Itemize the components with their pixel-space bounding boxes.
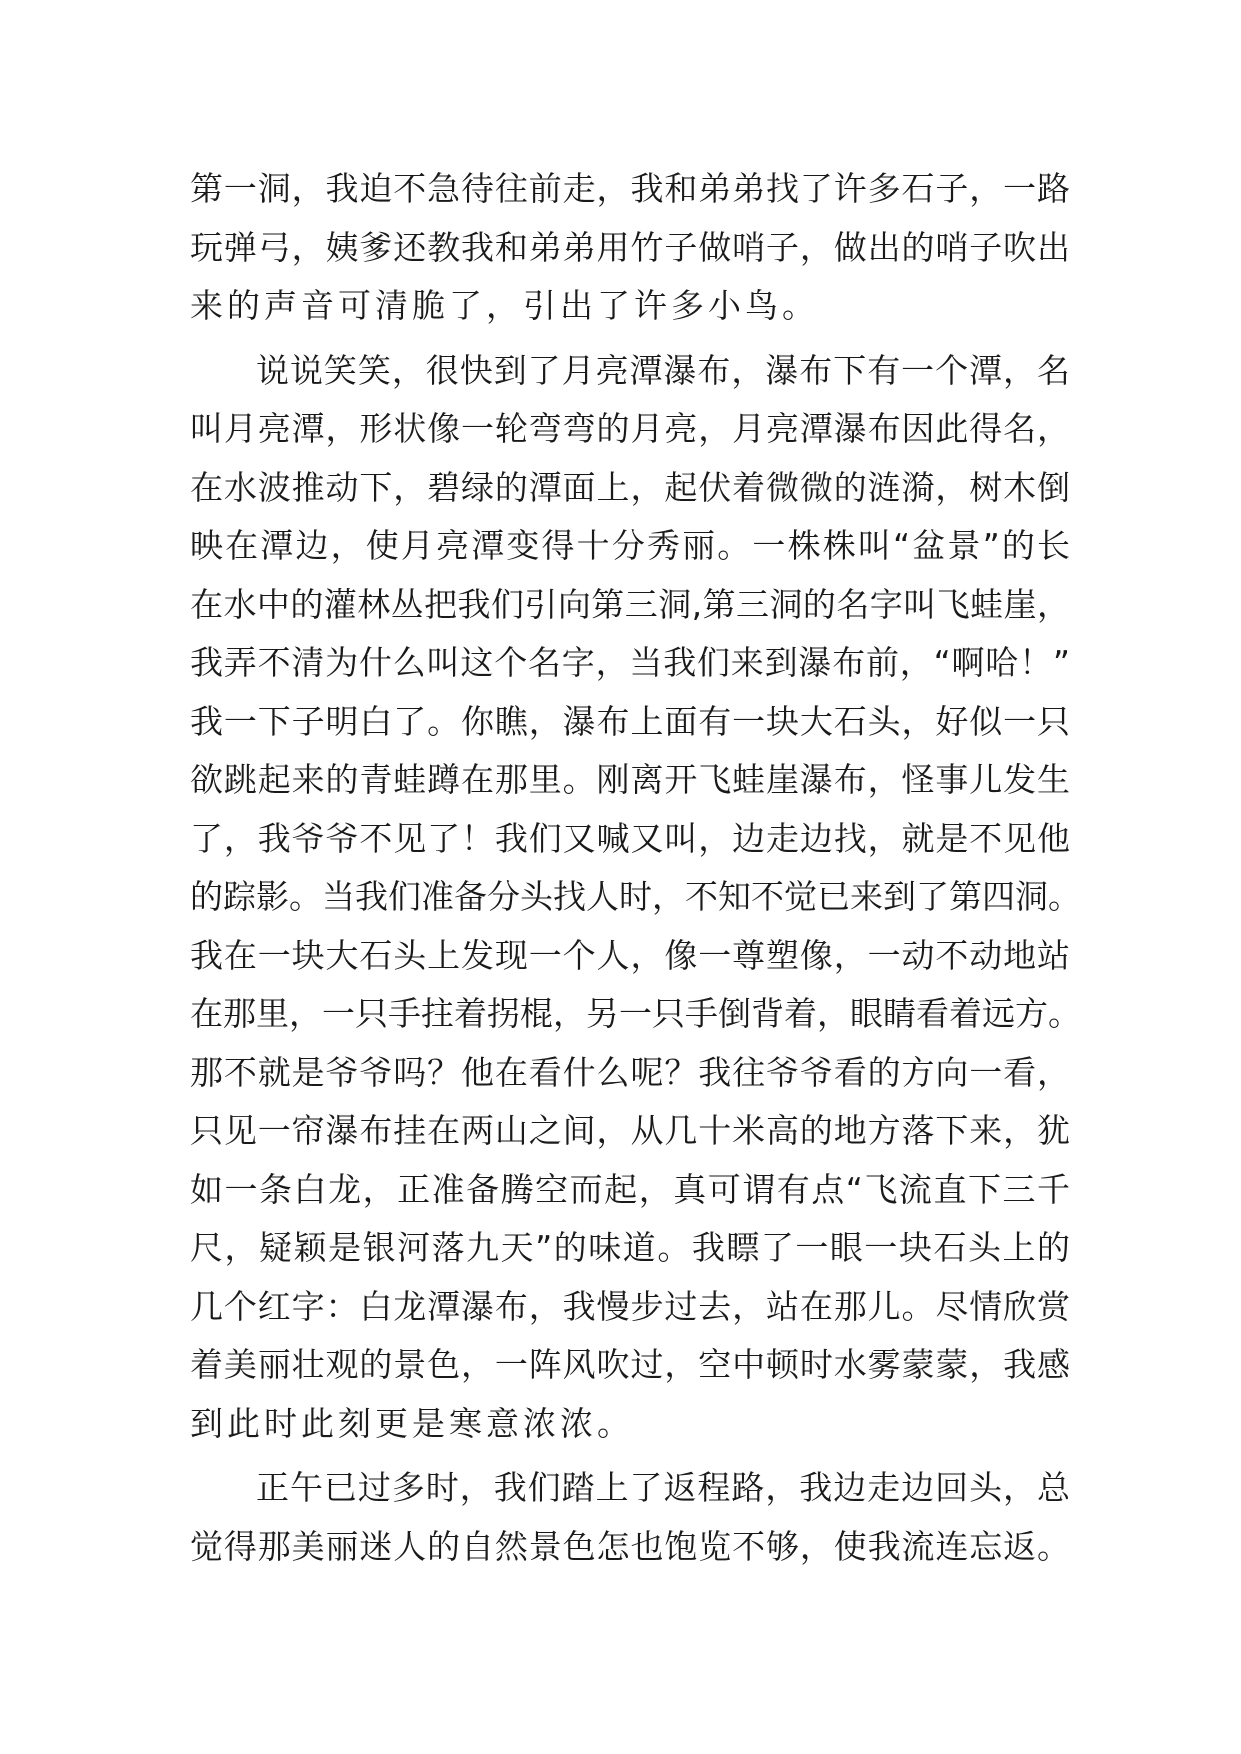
text-line: 的踪影。当我们准备分头找人时，不知不觉已来到了第四洞。 xyxy=(190,877,1081,916)
text-line: 正午已过多时，我们踏上了返程路，我边走边回头，总 xyxy=(256,1468,1070,1507)
text-line: 如一条白龙，正准备腾空而起，真可谓有点“飞流直下三千 xyxy=(190,1169,1070,1209)
text-line: 只见一帘瀑布挂在两山之间，从几十米高的地方落下来，犹 xyxy=(190,1111,1070,1150)
text-line: 我在一块大石头上发现一个人，像一尊塑像，一动不动地站 xyxy=(190,935,1070,975)
text-line: 叫月亮潭，形状像一轮弯弯的月亮，月亮潭瀑布因此得名， xyxy=(190,409,1070,448)
text-line: 觉得那美丽迷人的自然景色怎也饱览不够，使我流连忘返。 xyxy=(190,1526,1070,1566)
text-line: 来的声音可清脆了，引出了许多小鸟。 xyxy=(190,286,819,325)
text-line: 我弄不清为什么叫这个名字，当我们来到瀑布前，“啊哈！” xyxy=(190,643,1070,682)
paragraph-2 xyxy=(190,342,1081,1454)
text-line: 映在潭边，使月亮潭变得十分秀丽。一株株叫“盆景”的长 xyxy=(190,526,1070,565)
text-line: 玩弹弓，姨爹还教我和弟弟用竹子做哨子，做出的哨子吹出 xyxy=(190,227,1070,267)
text-line: 几个红字：白龙潭瀑布，我慢步过去，站在那儿。尽情欣赏 xyxy=(190,1286,1070,1326)
document-body xyxy=(190,160,1081,1576)
text-line: 到此时此刻更是寒意浓浓。 xyxy=(190,1403,634,1443)
text-line: 了，我爷爷不见了！我们又喊又叫，边走边找，就是不见他 xyxy=(190,818,1070,858)
text-line: 在那里，一只手拄着拐棍，另一只手倒背着，眼睛看着远方。 xyxy=(190,994,1081,1033)
text-line: 在水中的灌林丛把我们引向第三洞,第三洞的名字叫飞蛙崖， xyxy=(190,584,1070,624)
paragraph-3 xyxy=(190,1459,1070,1576)
text-line: 尺，疑颖是银河落九天”的味道。我瞟了一眼一块石头上的 xyxy=(190,1228,1070,1267)
text-line: 说说笑笑，很快到了月亮潭瀑布，瀑布下有一个潭，名 xyxy=(256,350,1070,390)
text-line: 着美丽壮观的景色，一阵风吹过，空中顿时水雾蒙蒙，我感 xyxy=(190,1345,1070,1384)
paragraph-1 xyxy=(190,160,1070,336)
text-line: 欲跳起来的青蛙蹲在那里。刚离开飞蛙崖瀑布，怪事儿发生 xyxy=(190,760,1070,799)
text-line: 在水波推动下，碧绿的潭面上，起伏着微微的涟漪，树木倒 xyxy=(190,467,1070,507)
text-line: 那不就是爷爷吗？他在看什么呢？我往爷爷看的方向一看， xyxy=(190,1052,1070,1092)
text-line: 第一洞，我迫不急待往前走，我和弟弟找了许多石子，一路 xyxy=(190,169,1070,208)
text-line: 我一下子明白了。你瞧，瀑布上面有一块大石头，好似一只 xyxy=(190,701,1070,741)
